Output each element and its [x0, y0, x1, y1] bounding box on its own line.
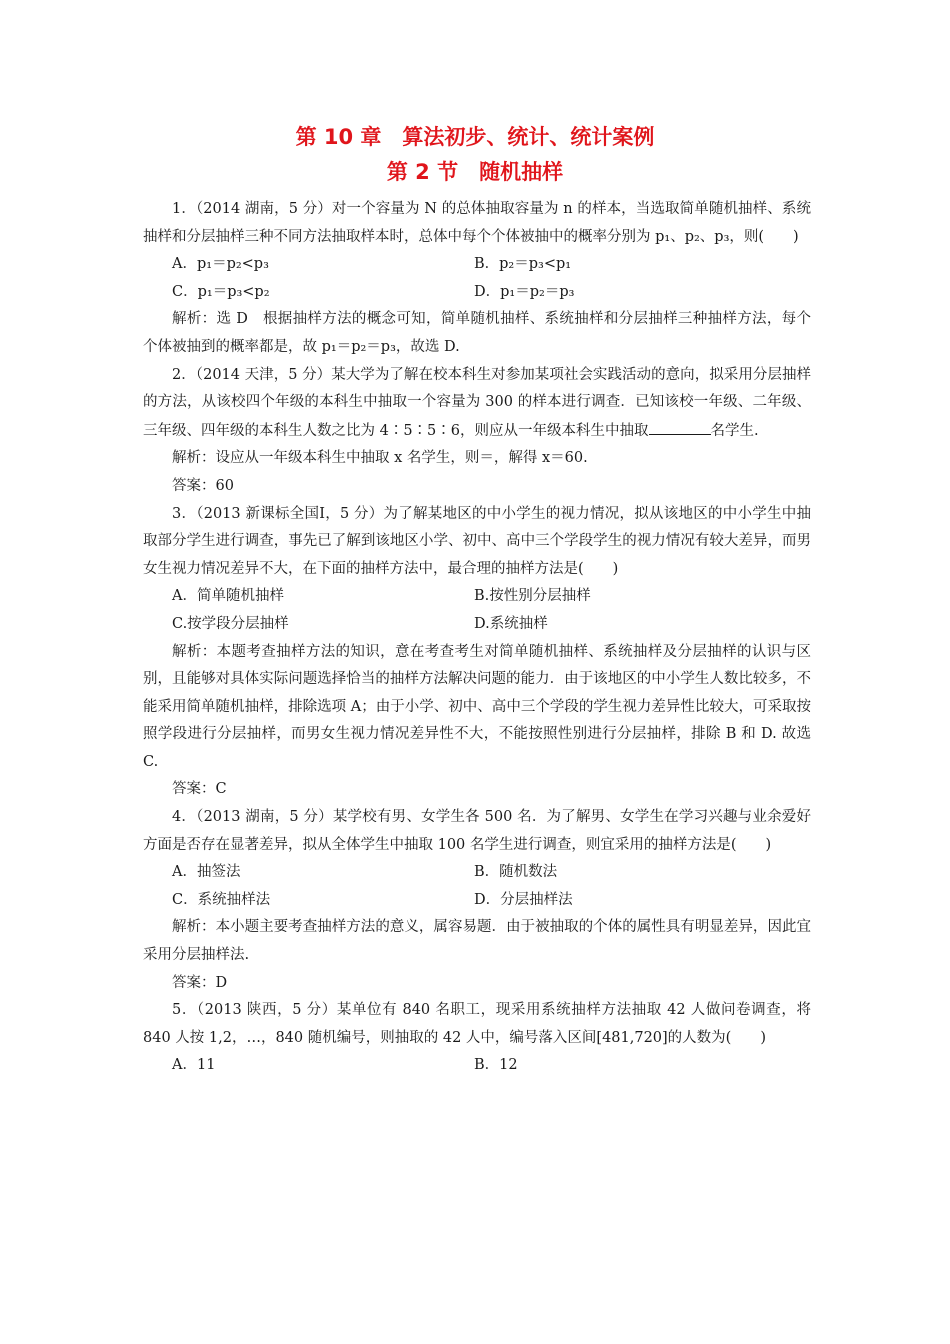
answer-blank — [649, 417, 711, 435]
question-1-option-d: D．p₁＝p₂＝p₃ — [474, 283, 575, 300]
question-2-stem-text: 2．（2014 天津，5 分）某大学为了解在校本科生对参加某项社会实践活动的意向，拟采用分层抽样的方法，从该校四个年级的本科生中抽取一个容量为 300 的样本进行调查．已知该校一年级、二年级、三年级、四年级的本科生人数之比为 4∶5∶5∶6，则应从一年级本科生中抽取 — [143, 366, 811, 439]
question-3-options-row-2 — [143, 611, 811, 639]
question-1-option-a: A．p₁＝p₂<p₃ — [172, 256, 269, 273]
question-3-answer: 答案：C — [172, 781, 227, 798]
question-4-option-d: D．分层抽样法 — [474, 891, 573, 908]
question-3-options-row-1 — [143, 583, 811, 611]
question-2-stem-tail: 名学生. — [710, 422, 759, 439]
question-4-option-c: C．系统抽样法 — [172, 891, 271, 908]
question-4-options-row-1 — [143, 859, 811, 887]
question-3-stem: 3．（2013 新课标全国Ⅰ，5 分）为了解某地区的中小学生的视力情况，拟从该地区的中小学生中抽取部分学生进行调查，事先已了解到该地区小学、初中、高中三个学段学生的视力情况有较大差异，而男女生视力情况差异不大，在下面的抽样方法中，最合理的抽样方法是( ) — [143, 505, 811, 577]
question-4-option-b: B．随机数法 — [474, 864, 558, 881]
question-1-analysis: 解析：选 D 根据抽样方法的概念可知，简单随机抽样、系统抽样和分层抽样三种抽样方法，每个个体被抽到的概率都是，故 p₁＝p₂＝p₃，故选 D. — [143, 311, 811, 355]
section-title: 第 2 节 随机抽样 — [386, 160, 564, 184]
question-1-option-b: B．p₂＝p₃<p₁ — [474, 256, 572, 273]
question-2-stem — [143, 362, 811, 446]
question-3-option-c: C.按学段分层抽样 — [172, 615, 289, 632]
question-3-option-b: B.按性别分层抽样 — [474, 588, 591, 605]
question-2-answer: 答案：60 — [172, 477, 234, 494]
question-4-option-a: A．抽签法 — [172, 864, 241, 881]
question-4-answer: 答案：D — [172, 974, 228, 991]
question-3-option-d: D.系统抽样 — [474, 615, 548, 632]
question-5-options-row-1 — [143, 1052, 811, 1080]
chapter-title: 第 10 章 算法初步、统计、统计案例 — [295, 125, 655, 149]
question-5-stem: 5．（2013 陕西，5 分）某单位有 840 名职工，现采用系统抽样方法抽取 42 人做问卷调查，将 840 人按 1,2，…，840 随机编号，则抽取的 42 人中，编号落入区间[481,720]的人数为( ) — [143, 1002, 811, 1046]
question-1-option-c: C．p₁＝p₃<p₂ — [172, 283, 270, 300]
question-2-analysis: 解析：设应从一年级本科生中抽取 x 名学生，则＝，解得 x＝60. — [172, 450, 588, 467]
question-1-options-row-2 — [143, 279, 811, 307]
question-3-analysis: 解析：本题考查抽样方法的知识，意在考查考生对简单随机抽样、系统抽样及分层抽样的认识与区别，且能够对具体实际问题选择恰当的抽样方法解决问题的能力．由于该地区的中小学生人数比较多，不能采用简单随机抽样，排除选项 A；由于小学、初中、高中三个学段的学生视力差异性比较大，可采取按照学段进行分层抽样，而男女生视力情况差异性不大，不能按照性别进行分层抽样，排除 B 和 D. 故选 C. — [143, 643, 811, 770]
question-4-analysis: 解析：本小题主要考查抽样方法的意义，属容易题．由于被抽取的个体的属性具有明显差异，因此宜采用分层抽样法. — [143, 919, 811, 964]
question-5-option-a: A．11 — [172, 1057, 216, 1074]
question-1-stem: 1．（2014 湖南，5 分）对一个容量为 N 的总体抽取容量为 n 的样本，当选取简单随机抽样、系统抽样和分层抽样三种不同方法抽取样本时，总体中每个个体被抽中的概率分别为 p₁、p₂、p₃，则( ) — [143, 201, 811, 245]
question-4-options-row-2 — [143, 887, 811, 915]
question-4-stem: 4．（2013 湖南，5 分）某学校有男、女学生各 500 名．为了解男、女学生在学习兴趣与业余爱好方面是否存在显著差异，拟从全体学生中抽取 100 名学生进行调查，则宜采用的抽样方法是( ) — [143, 809, 811, 853]
document-body — [143, 196, 811, 1080]
question-3-option-a: A．简单随机抽样 — [172, 588, 284, 605]
question-1-options-row-1 — [143, 251, 811, 279]
question-5-option-b: B．12 — [474, 1057, 518, 1074]
